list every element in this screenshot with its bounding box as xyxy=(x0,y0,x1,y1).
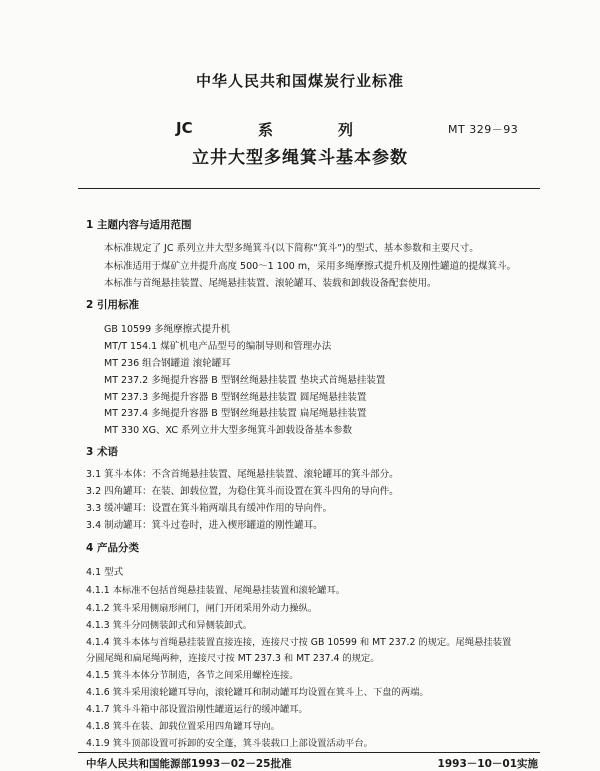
ref-item: MT 236 组合钢罐道 滚轮罐耳 xyxy=(104,358,231,369)
section-2-heading: 2 引用标准 xyxy=(86,299,139,311)
ref-item: MT 330 XG、XC 系列立井大型多绳箕斗卸载设备基本参数 xyxy=(104,425,353,436)
issuing-organization: 中华人民共和国煤炭行业标准 xyxy=(195,72,404,90)
header-rule xyxy=(78,188,540,189)
clause-item: 4.1.5 箕斗本体分节制造，各节之间采用螺栓连接。 xyxy=(86,670,299,681)
clause-item: 4.1.8 箕斗在装、卸载位置采用四角罐耳导向。 xyxy=(86,721,280,732)
clause-item: 4.1.7 箕斗斗箱中部设置沿刚性罐道运行的缓冲罐耳。 xyxy=(86,704,308,715)
ref-item: GB 10599 多绳摩擦式提升机 xyxy=(104,324,231,335)
standard-number: MT 329－93 xyxy=(448,123,519,136)
ref-item: MT 237.4 多绳提升容器 B 型钢丝绳悬挂装置 扁尾绳悬挂装置 xyxy=(104,408,367,419)
clause-item: 4.1.3 箕斗分同侧装卸式和异侧装卸式。 xyxy=(86,620,253,631)
clause-item: 4.1.2 箕斗采用侧扇形闸门，闸门开闭采用外动力操纵。 xyxy=(86,603,318,614)
clause-item-continued: 分圆尾绳和扁尾绳两种，连接尺寸按 MT 237.3 和 MT 237.4 的规定。 xyxy=(86,653,380,664)
ref-item: MT/T 154.1 煤矿机电产品型号的编制导则和管理办法 xyxy=(104,341,332,352)
series-char-2: 列 xyxy=(338,121,354,139)
footer-rule xyxy=(78,752,540,753)
term-item: 3.4 制动罐耳：箕斗过卷时，进入楔形罐道的刚性罐耳。 xyxy=(86,520,323,531)
section-4-1-heading: 4.1 型式 xyxy=(86,567,124,578)
section-4-heading: 4 产品分类 xyxy=(86,542,139,554)
clause-item: 4.1.9 箕斗顶部设置可拆卸的安全蓬，箕斗装载口上部设置活动平台。 xyxy=(86,738,373,749)
approval-date: 中华人民共和国能源部1993－02－25批准 xyxy=(86,758,292,770)
clause-item: 4.1.4 箕斗本体与首绳悬挂装置直接连接，连接尺寸按 GB 10599 和 MT 237.2 的规定。尾绳悬挂装置 xyxy=(86,637,512,648)
section-3-heading: 3 术语 xyxy=(86,446,118,458)
section-1-heading: 1 主题内容与适用范围 xyxy=(86,219,192,231)
section-1-para-2: 本标准适用于煤矿立井提升高度 500～1 100 m，采用多绳摩擦式提升机及刚性罐道的提煤箕斗。 xyxy=(104,261,517,272)
document-title: 立井大型多绳箕斗基本参数 xyxy=(192,148,408,168)
clause-item: 4.1.1 本标准不包括首绳悬挂装置、尾绳悬挂装置和滚轮罐耳。 xyxy=(86,585,346,596)
section-1-para-3: 本标准与首绳悬挂装置、尾绳悬挂装置、滚轮罐耳、装载和卸载设备配套使用。 xyxy=(104,278,437,289)
ref-item: MT 237.2 多绳提升容器 B 型钢丝绳悬挂装置 垫块式首绳悬挂装置 xyxy=(104,375,386,386)
ref-item: MT 237.3 多绳提升容器 B 型钢丝绳悬挂装置 圆尾绳悬挂装置 xyxy=(104,392,367,403)
series-char-1: 系 xyxy=(258,121,274,139)
term-item: 3.3 缓冲罐耳：设置在箕斗箱两端具有缓冲作用的导向件。 xyxy=(86,503,333,514)
section-1-para-1: 本标准规定了 JC 系列立井大型多绳箕斗(以下简称“箕斗”)的型式、基本参数和主要尺寸。 xyxy=(104,243,479,254)
effective-date: 1993－10－01实施 xyxy=(437,758,538,770)
term-item: 3.1 箕斗本体：不含首绳悬挂装置、尾绳悬挂装置、滚轮罐耳的箕斗部分。 xyxy=(86,469,399,480)
term-item: 3.2 四角罐耳：在装、卸载位置，为稳住箕斗而设置在箕斗四角的导向件。 xyxy=(86,486,399,497)
series-code: JC xyxy=(176,119,193,137)
clause-item: 4.1.6 箕斗采用滚轮罐耳导向，滚轮罐耳和制动罐耳均设置在箕斗上、下盘的两端。 xyxy=(86,687,429,698)
